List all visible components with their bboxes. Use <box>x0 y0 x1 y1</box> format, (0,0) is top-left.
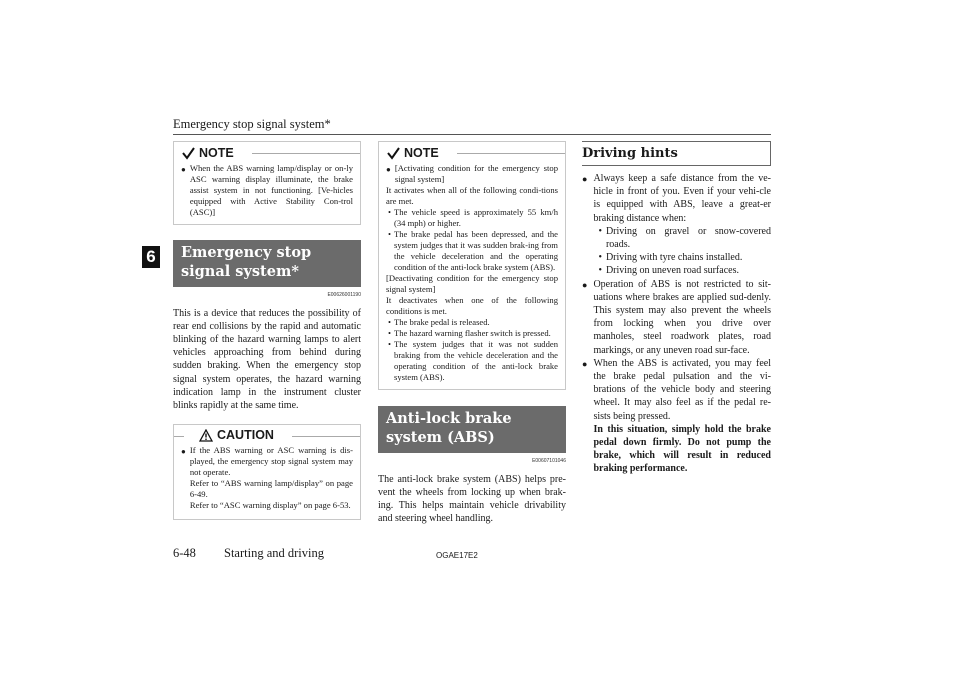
driving-hints-title: Driving hints <box>582 141 771 166</box>
section-title: Emergency stop signal system* <box>173 240 361 287</box>
bullet-icon: ● <box>582 279 588 290</box>
list-item: • The brake pedal is released. <box>388 317 490 327</box>
page-number: 6-48 <box>173 546 196 560</box>
section-code: E00626001190 <box>327 292 361 298</box>
list-item: • Driving on gravel or snow-covered roads. <box>598 225 771 251</box>
caution-item: ● If the ABS warning or ASC warning is dis-played, the emergency stop signal system may not operate. Refer to “ABS warning lamp/display” on page 6-49. Refer to “ASC warning display” on page 6-53. <box>181 445 353 511</box>
list-item: • The system judges that it was not sudden braking from the vehicle deceleration and the operating condition of the anti-lock brake system (ABS). <box>388 339 558 382</box>
note-item: ● [Activating condition for the emergency stop signal system] <box>386 163 558 184</box>
emphasis-text: In this situation, simply hold the brake pedal down firmly. Do not pump the brake, which will result in reduced braking performance. <box>593 423 771 475</box>
bullet-icon: ● <box>181 447 186 457</box>
hint-item: ● Always keep a safe distance from the ve-hicle in front of you. Even if your vehi-cle is equipped with ABS, leave a great-er braking distance when: • Driving on gravel or snow-covered roads. • Driving with tyre chains installed. • Driving on uneven road surfaces. <box>582 173 771 277</box>
footer-section: Starting and driving <box>224 546 324 560</box>
bullet-icon: ● <box>582 358 588 369</box>
section-code: E00607101046 <box>532 458 566 464</box>
note-icon <box>386 146 400 160</box>
note-icon <box>181 146 195 160</box>
note-item: ● When the ABS warning lamp/display or on-ly ASC warning display illuminate, the brake assist system in not functioning. [Ve-hicles equipped with Active Stability Con-trol (ASC)] <box>181 163 353 217</box>
cross-reference: Refer to “ABS warning lamp/display” on page 6-49. <box>189 478 353 500</box>
warning-triangle-icon <box>199 429 213 442</box>
hint-item: ● When the ABS is activated, you may feel the brake pedal pulsation and the vi-brations of the vehicle body and steering wheel. It may also feel as if the pedal re-sists being pressed. In this situation, simply hold the brake pedal down firmly. Do not pump the brake, which will result in reduced braking performance. <box>582 357 771 475</box>
list-item: • Driving on uneven road surfaces. <box>598 265 739 277</box>
caution-label: CAUTION <box>217 428 274 443</box>
note-box <box>173 141 361 225</box>
list-item: • The vehicle speed is approximately 55 km/h (34 mph) or higher. <box>388 207 558 228</box>
header-rule <box>173 134 771 135</box>
note-label: NOTE <box>404 145 439 160</box>
cross-reference: Refer to “ASC warning display” on page 6-53. <box>189 500 351 511</box>
note-box: NOTE ● [Activating condition for the emergency stop signal system] It activates when all of the following condi-tions are met. • The vehicle speed is approximately 55 km/h (34 mph) or higher. • The brake pedal has been depressed, and the system judges that it was sudden brak-ing from the vehicle deceleration and the operating condition of the anti-lock brake system (ABS). [Deactivating condition for the emergency stop signal system] It deactivates when one of the following conditions is met. • The brake pedal is released. • The hazard warning flasher switch is pressed. • The system judges that it was not sudden braking from the vehicle deceleration and the operating condition of the anti-lock brake system (ABS). <box>378 141 566 390</box>
note-label: NOTE <box>199 145 234 160</box>
caution-box <box>173 424 361 520</box>
column-1 <box>173 141 361 520</box>
bullet-icon: ● <box>386 165 391 174</box>
list-item: • Driving with tyre chains installed. <box>598 252 743 264</box>
section-ess <box>173 240 361 412</box>
section-body: This is a device that reduces the possibility of rear end collisions by the rapid and automatic blinking of the hazard warning lamps to alert vehicles approaching from behind during sudden braking. When the emergency stop signal system operates, the hazard warning indication lamp in the instrument cluster blinks rapidly at the same time. <box>173 307 361 411</box>
section-title: Anti-lock brake system (ABS) <box>378 406 566 453</box>
document-code: OGAE17E2 <box>436 551 478 560</box>
page-header: Emergency stop signal system* <box>173 117 331 131</box>
section-abs <box>378 406 566 525</box>
bullet-icon: ● <box>181 165 186 174</box>
section-body: The anti-lock brake system (ABS) helps pre-vent the wheels from locking up when brak-ing. This helps maintain vehicle drivability and steering wheel handling. <box>378 473 566 525</box>
column-3 <box>582 141 771 476</box>
list-item: • The hazard warning flasher switch is pressed. <box>388 328 551 338</box>
chapter-tab: 6 <box>142 246 160 268</box>
bullet-icon: ● <box>582 174 588 184</box>
list-item: • The brake pedal has been depressed, and the system judges that it was sudden brak-ing from the vehicle deceleration and the operating condition of the anti-lock brake system (ABS). <box>388 229 558 272</box>
column-2 <box>378 141 566 525</box>
hint-item: ● Operation of ABS is not restricted to sit-uations where brakes are applied sud-denly. This system may also prevent the wheels from locking when you drive over manholes, steel roadwork plates, road markings, or any uneven road sur-face. <box>582 278 771 356</box>
